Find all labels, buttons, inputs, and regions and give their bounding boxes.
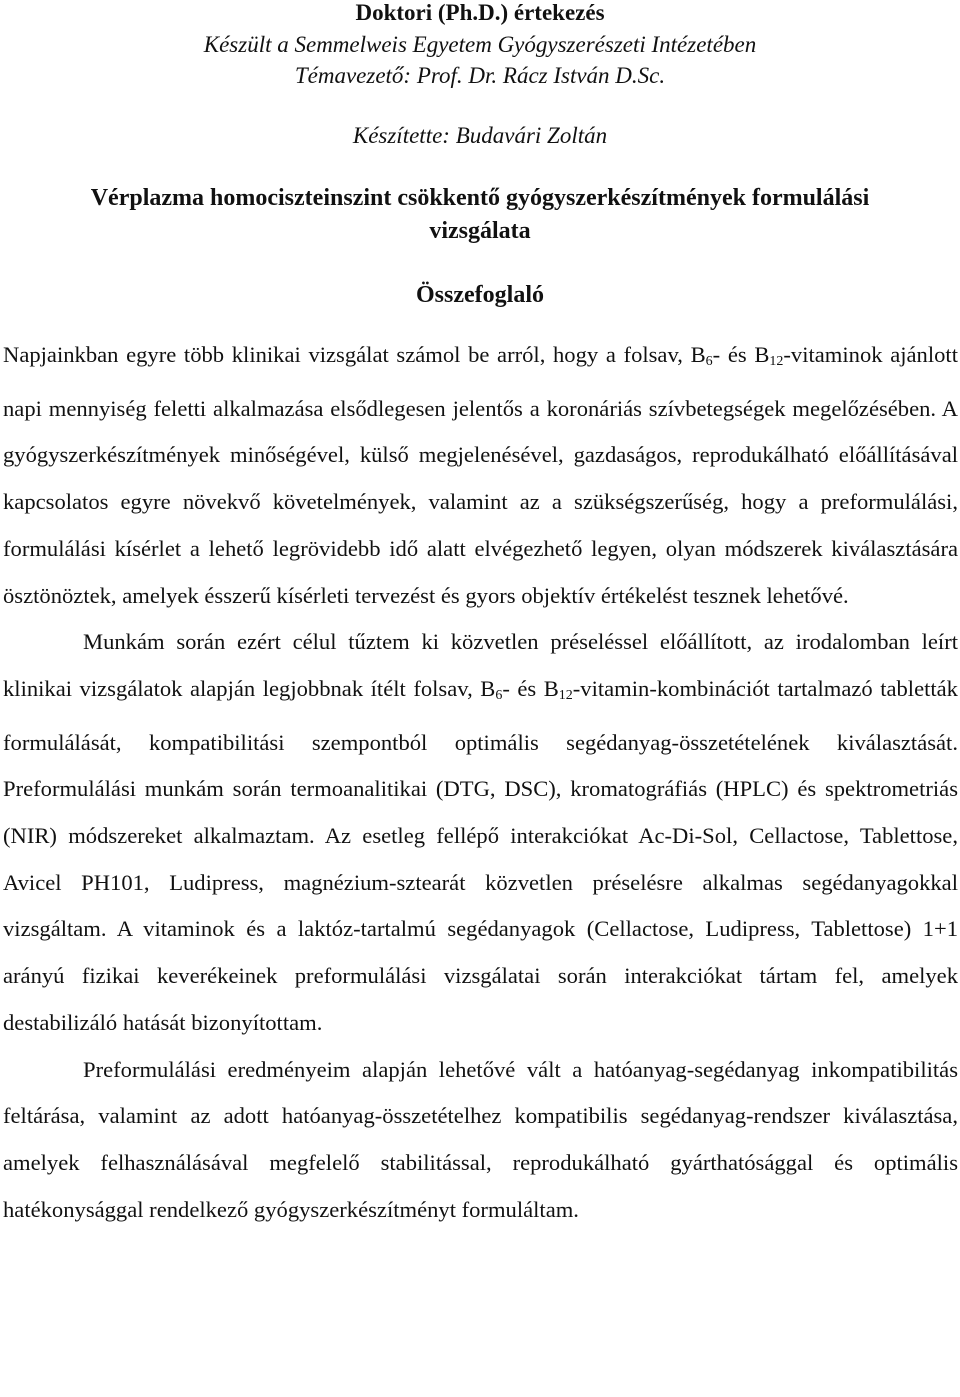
- abstract-body: [3, 332, 958, 1233]
- institution-line: Készült a Semmelweis Egyetem Gyógyszerészeti Intézetében: [203, 32, 757, 57]
- document-title: Doktori (Ph.D.) értekezés: [355, 0, 605, 25]
- abstract-heading: Összefoglaló: [416, 282, 544, 308]
- subscript: 6: [705, 354, 713, 369]
- thesis-title-line-2: vizsgálata: [429, 218, 531, 244]
- abstract-paragraph-2: Munkám során ezért célul tűztem ki közvetlen préseléssel előállított, az irodalomban leírt klinikai vizsgálatok alapján legjobbnak ítélt folsav, $B_6-$ és $B_{12}-vitamin$-kombinációt tartalmazó tabletták formulálását, kompatibilitási szempontból optimális segédanyag-összetételének kiválasztását. Preformulálási munkám során termoanalitikai (DTG, DSC), kromatográfiás (HPLC) és spektrometriás (NIR) módszereket alkalmaztam. Az esetleg fellépő interakciókat Ac-Di-Sol, Cellactose, Tablettose, Avicel PH101, Ludipress, magnézium-sztearát közvetlen préselésre alkalmas segédanyagokkal vizsgáltam. A vitaminok és a laktóz-tartalmú segédanyagok (Cellactose, Ludipress, Tablettose) 1+1 arányú fizikai keverékeinek preformulálási vizsgálatai során interakciókat tártam fel, amelyek destabilizáló hatását bizonyítottam.: [3, 629, 958, 1035]
- author-line: Készítette: Budavári Zoltán: [352, 123, 608, 148]
- thesis-title-line-1: Vérplazma homociszteinszint csökkentő gyógyszerkészítmények formulálási: [90, 185, 870, 211]
- abstract-paragraph-3: Preformulálási eredményeim alapján lehetővé vált a hatóanyag-segédanyag inkompatibilitás feltárása, valamint az adott hatóanyag-összetételhez kompatibilis segédanyag-rendszer kiválasztása, amelyek felhasználásával megfelelő stabilitással, reprodukálható gyárthatósággal és optimális hatékonysággal rendelkező gyógyszerkészítményt formuláltam.: [3, 1056, 958, 1222]
- subscript: 12: [769, 354, 784, 369]
- subscript: 6: [495, 687, 503, 703]
- supervisor-line: Témavezető: Prof. Dr. Rácz István D.Sc.: [294, 63, 666, 88]
- subscript: 12: [558, 687, 573, 703]
- abstract-paragraph-1: Napjainkban egyre több klinikai vizsgálat számol be arról, hogy a folsav, $B_6-$ és $B_{12}$-vitaminok ajánlott napi mennyiség feletti alkalmazása elsődlegesen jelentős a koronáriás szívbetegségek megelőzésében. A gyógyszerkészítmények minőségével, külső megjelenésével, gazdaságos, reprodukálható előállításával kapcsolatos egyre növekvő követelmények, valamint az a szükségszerűség, hogy a preformulálási, formulálási kísérlet a lehető legrövidebb idő alatt elvégezhető legyen, olyan módszerek kiválasztására ösztönöztek, amelyek ésszerű kísérleti tervezést és gyors objektív értékelést tesznek lehetővé.: [3, 342, 958, 608]
